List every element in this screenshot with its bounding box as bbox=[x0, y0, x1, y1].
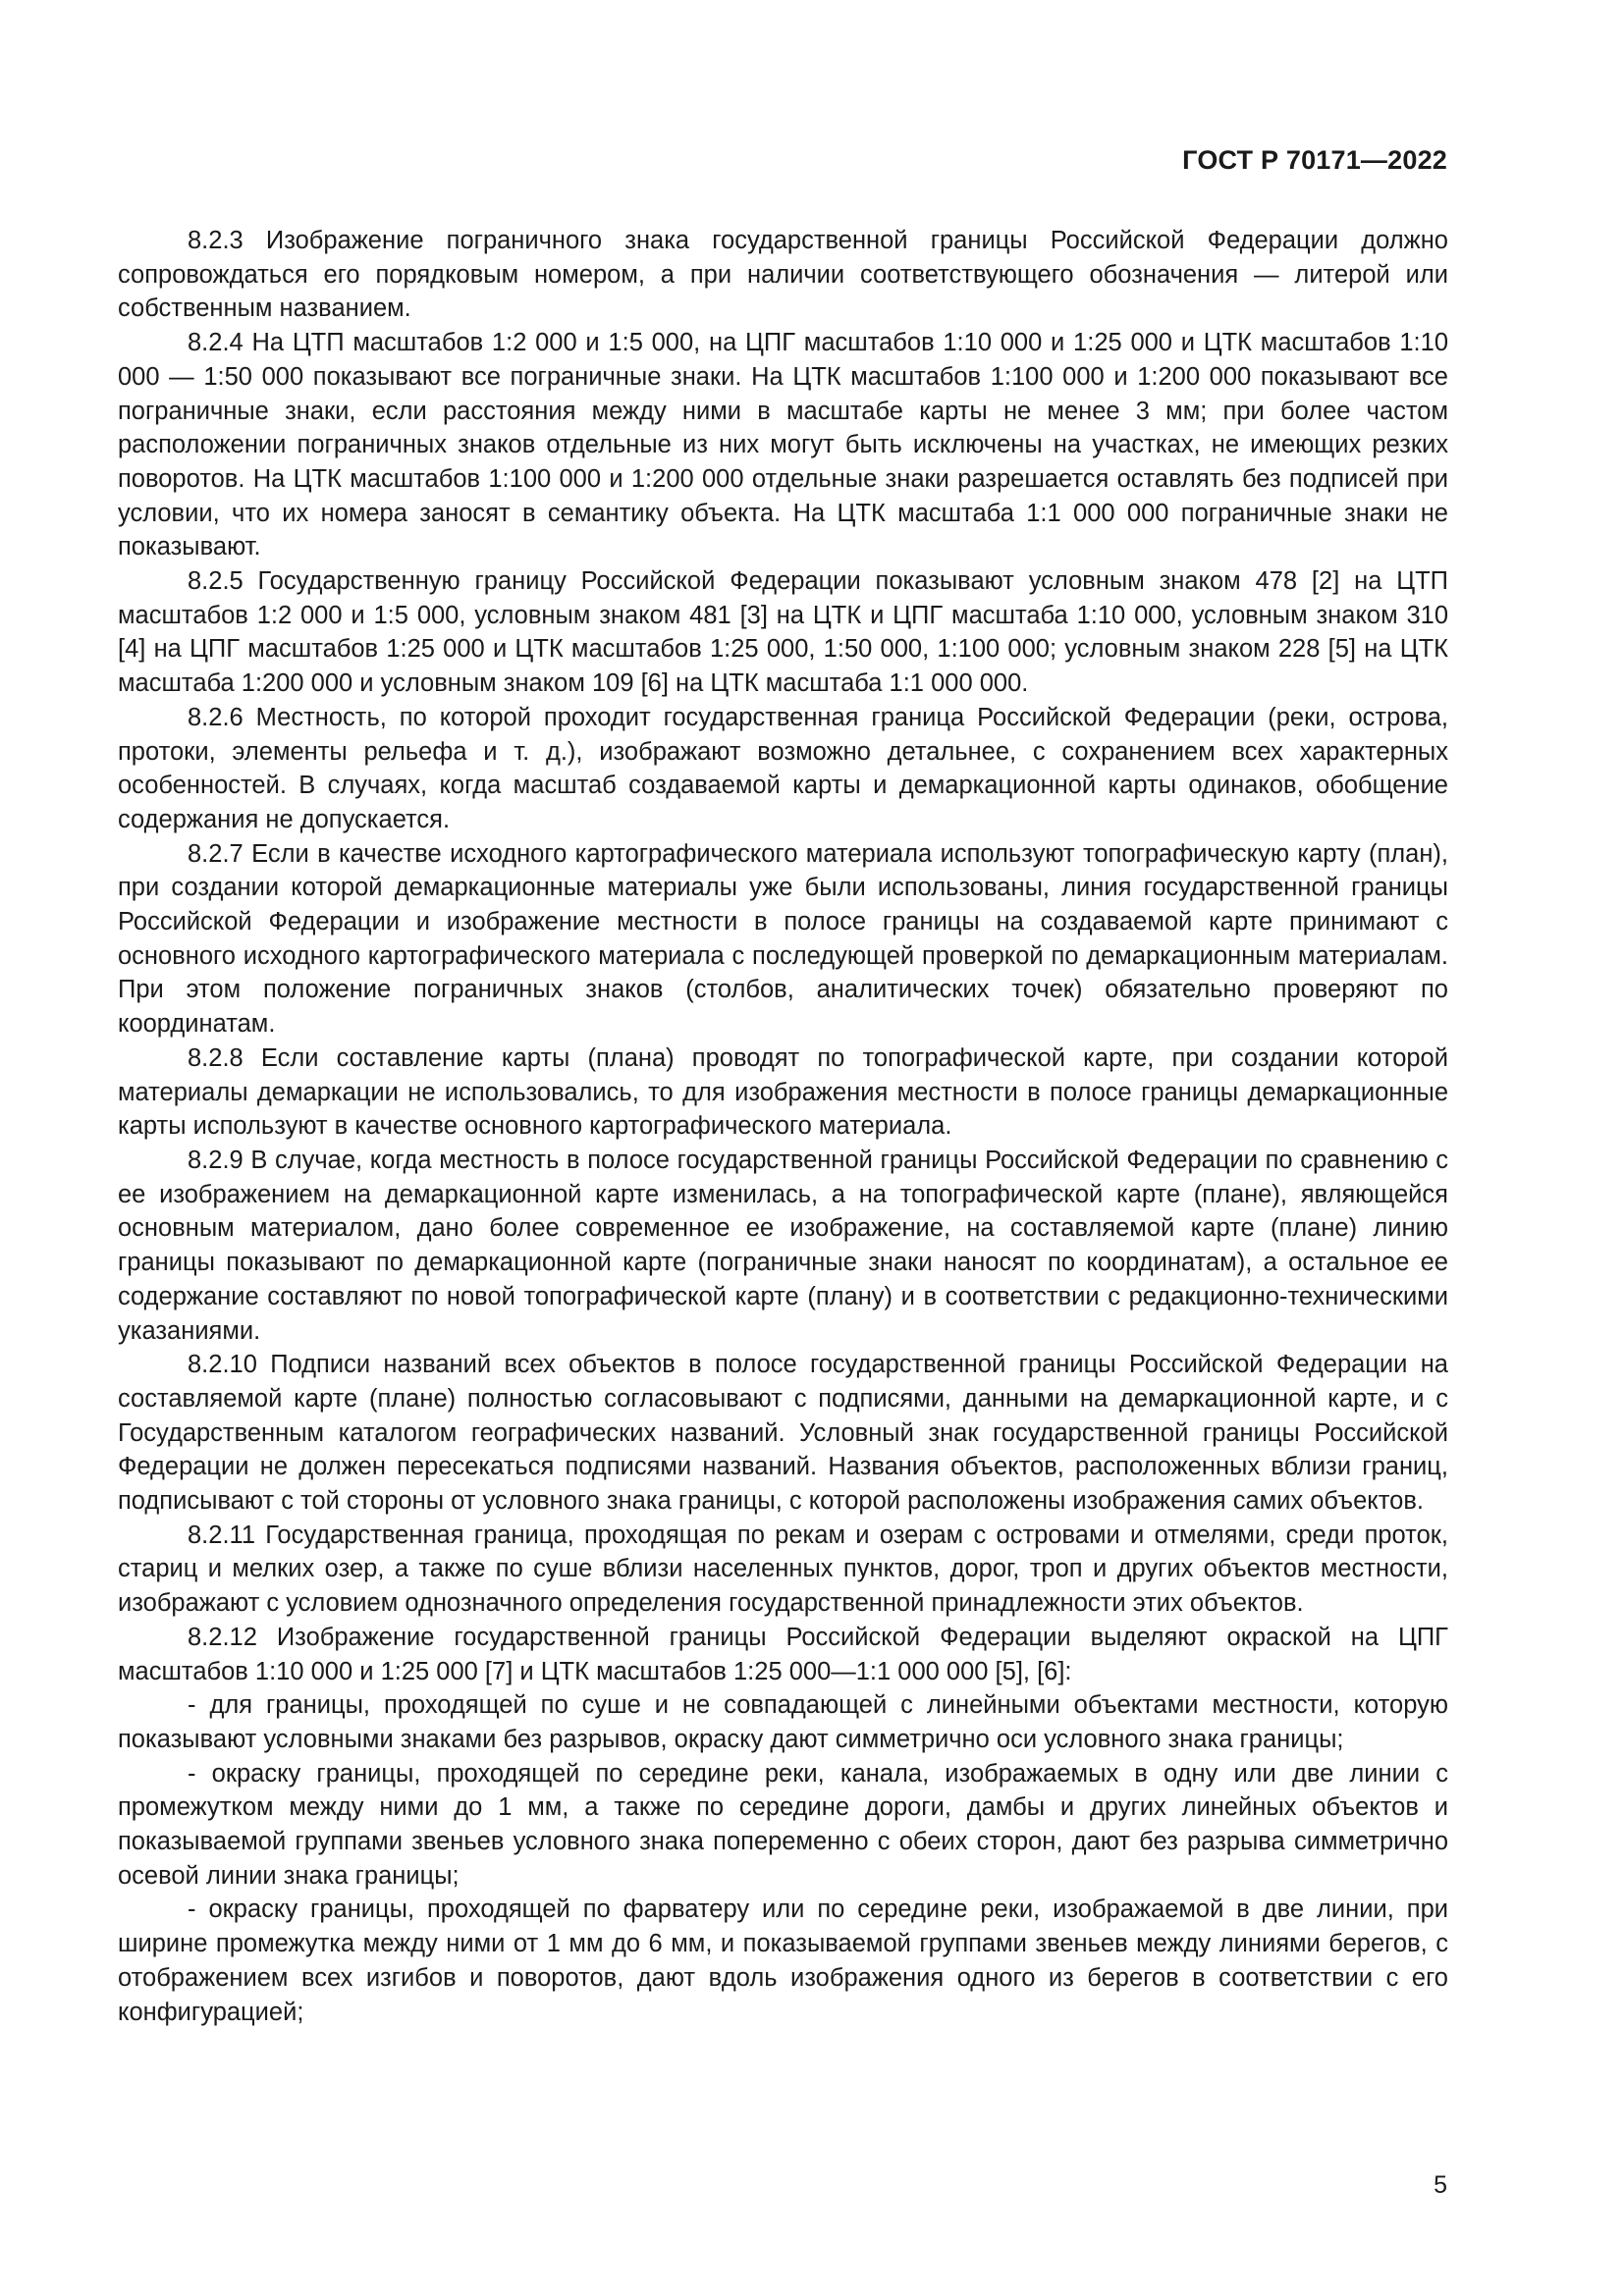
list-item-fairway-border: - окраску границы, проходящей по фарватеру или по середине реки, изображаемой в две линии, при ширине промежутка между ними от 1 мм до 6 мм, и показываемой группами звеньев между линиями берегов, с отображением всех изгибов и поворотов, дают вдоль изображения одного из берегов в соответствии с его конфигурацией; bbox=[118, 1896, 1448, 2026]
list-item-land-border: - для границы, проходящей по суше и не совпадающей с линейными объектами местности, которую показывают условными знаками без разрывов, окраску дают симметрично оси условного знака границы; bbox=[118, 1691, 1448, 1753]
clause-8-2-10: 8.2.10 Подписи названий всех объектов в полосе государственной границы Российской Федерации на составляемой карте (плане) полностью согласовывают с подписями, данными на демаркационной карте, и с Государственным каталогом географических названий. Условный знак государственной границы Российской Федерации не должен пересекаться подписями названий. Названия объектов, расположенных вблизи границ, подписывают с той стороны от условного знака границы, с которой расположены изображения самих объектов. bbox=[118, 1351, 1448, 1516]
clause-8-2-4: 8.2.4 На ЦТП масштабов 1:2 000 и 1:5 000, на ЦПГ масштабов 1:10 000 и 1:25 000 и ЦТК масштабов 1:10 000 — 1:50 000 показывают все пограничные знаки. На ЦТК масштабов 1:100 000 и 1:200 000 показывают все пограничные знаки, если расстояния между ними в масштабе карты не менее 3 мм; при более частом расположении пограничных знаков отдельные из них могут быть исключены на участках, не имеющих резких поворотов. На ЦТК масштабов 1:100 000 и 1:200 000 отдельные знаки разрешается оставлять без подписей при условии, что их номера заносят в семантику объекта. На ЦТК масштаба 1:1 000 000 пограничные знаки не показывают. bbox=[118, 329, 1448, 561]
page-number: 5 bbox=[1434, 2171, 1447, 2199]
document-code-header: ГОСТ Р 70171—2022 bbox=[1182, 145, 1447, 175]
clause-8-2-7: 8.2.7 Если в качестве исходного картографического материала используют топографическую карту (план), при создании которой демаркационные материалы уже были использованы, линия государственной границы Российской Федерации и изображение местности в полосе границы на создаваемой карте принимают с основного исходного картографического материала с последующей проверкой по демаркационным материалам. При этом положение пограничных знаков (столбов, аналитических точек) обязательно проверяют по координатам. bbox=[118, 839, 1448, 1039]
list-item-river-middle-border: - окраску границы, проходящей по середине реки, канала, изображаемых в одну или две линии с промежутком между ними до 1 мм, а также по середине дороги, дамбы и других линейных объектов и показываемой группами звеньев условного знака попеременно с обеих сторон, дают без разрыва симметрично осевой линии знака границы; bbox=[118, 1759, 1448, 1890]
clause-8-2-3: 8.2.3 Изображение пограничного знака государственной границы Российской Федерации должно сопровождаться его порядковым номером, а при наличии соответствующего обозначения — литерой или собственным названием. bbox=[118, 227, 1448, 323]
clause-8-2-11: 8.2.11 Государственная граница, проходящая по рекам и озерам с островами и отмелями, среди проток, стариц и мелких озер, а также по суше вблизи населенных пунктов, дорог, троп и других объектов местности, изображают с условием однозначного определения государственной принадлежности этих объектов. bbox=[118, 1521, 1448, 1618]
clause-8-2-6: 8.2.6 Местность, по которой проходит государственная граница Российской Федерации (реки, острова, протоки, элементы рельефа и т. д.), изображают возможно детальнее, с сохранением всех характерных особенностей. В случаях, когда масштаб создаваемой карты и демаркационной карты одинаков, обобщение содержания не допускается. bbox=[118, 703, 1448, 833]
body-text bbox=[118, 224, 1448, 2029]
clause-8-2-8: 8.2.8 Если составление карты (плана) проводят по топографической карте, при создании которой материалы демаркации не использовались, то для изображения местности в полосе границы демаркационные карты используют в качестве основного картографического материала. bbox=[118, 1043, 1448, 1141]
clause-8-2-5: 8.2.5 Государственную границу Российской Федерации показывают условным знаком 478 [2] на ЦТП масштабов 1:2 000 и 1:5 000, условным знаком 481 [3] на ЦТК и ЦПГ масштаба 1:10 000, условным знаком 310 [4] на ЦПГ масштабов 1:25 000 и ЦТК масштабов 1:25 000, 1:50 000, 1:100 000; условным знаком 228 [5] на ЦТК масштаба 1:200 000 и условным знаком 109 [6] на ЦТК масштаба 1:1 000 000. bbox=[118, 567, 1448, 698]
clause-8-2-12: 8.2.12 Изображение государственной границы Российской Федерации выделяют окраской на ЦПГ масштабов 1:10 000 и 1:25 000 [7] и ЦТК масштабов 1:25 000—1:1 000 000 [5], [6]: bbox=[118, 1623, 1448, 1685]
clause-8-2-9: 8.2.9 В случае, когда местность в полосе государственной границы Российской Федерации по сравнению с ее изображением на демаркационной карте изменилась, а на топографической карте (плане), являющейся основным материалом, дано более современное ее изображение, на составляемой карте (плане) линию границы показывают по демаркационной карте (пограничные знаки наносят по координатам), а остальное ее содержание составляют по новой топографической карте (плану) и в соответствии с редакционно-техническими указаниями. bbox=[118, 1146, 1448, 1345]
